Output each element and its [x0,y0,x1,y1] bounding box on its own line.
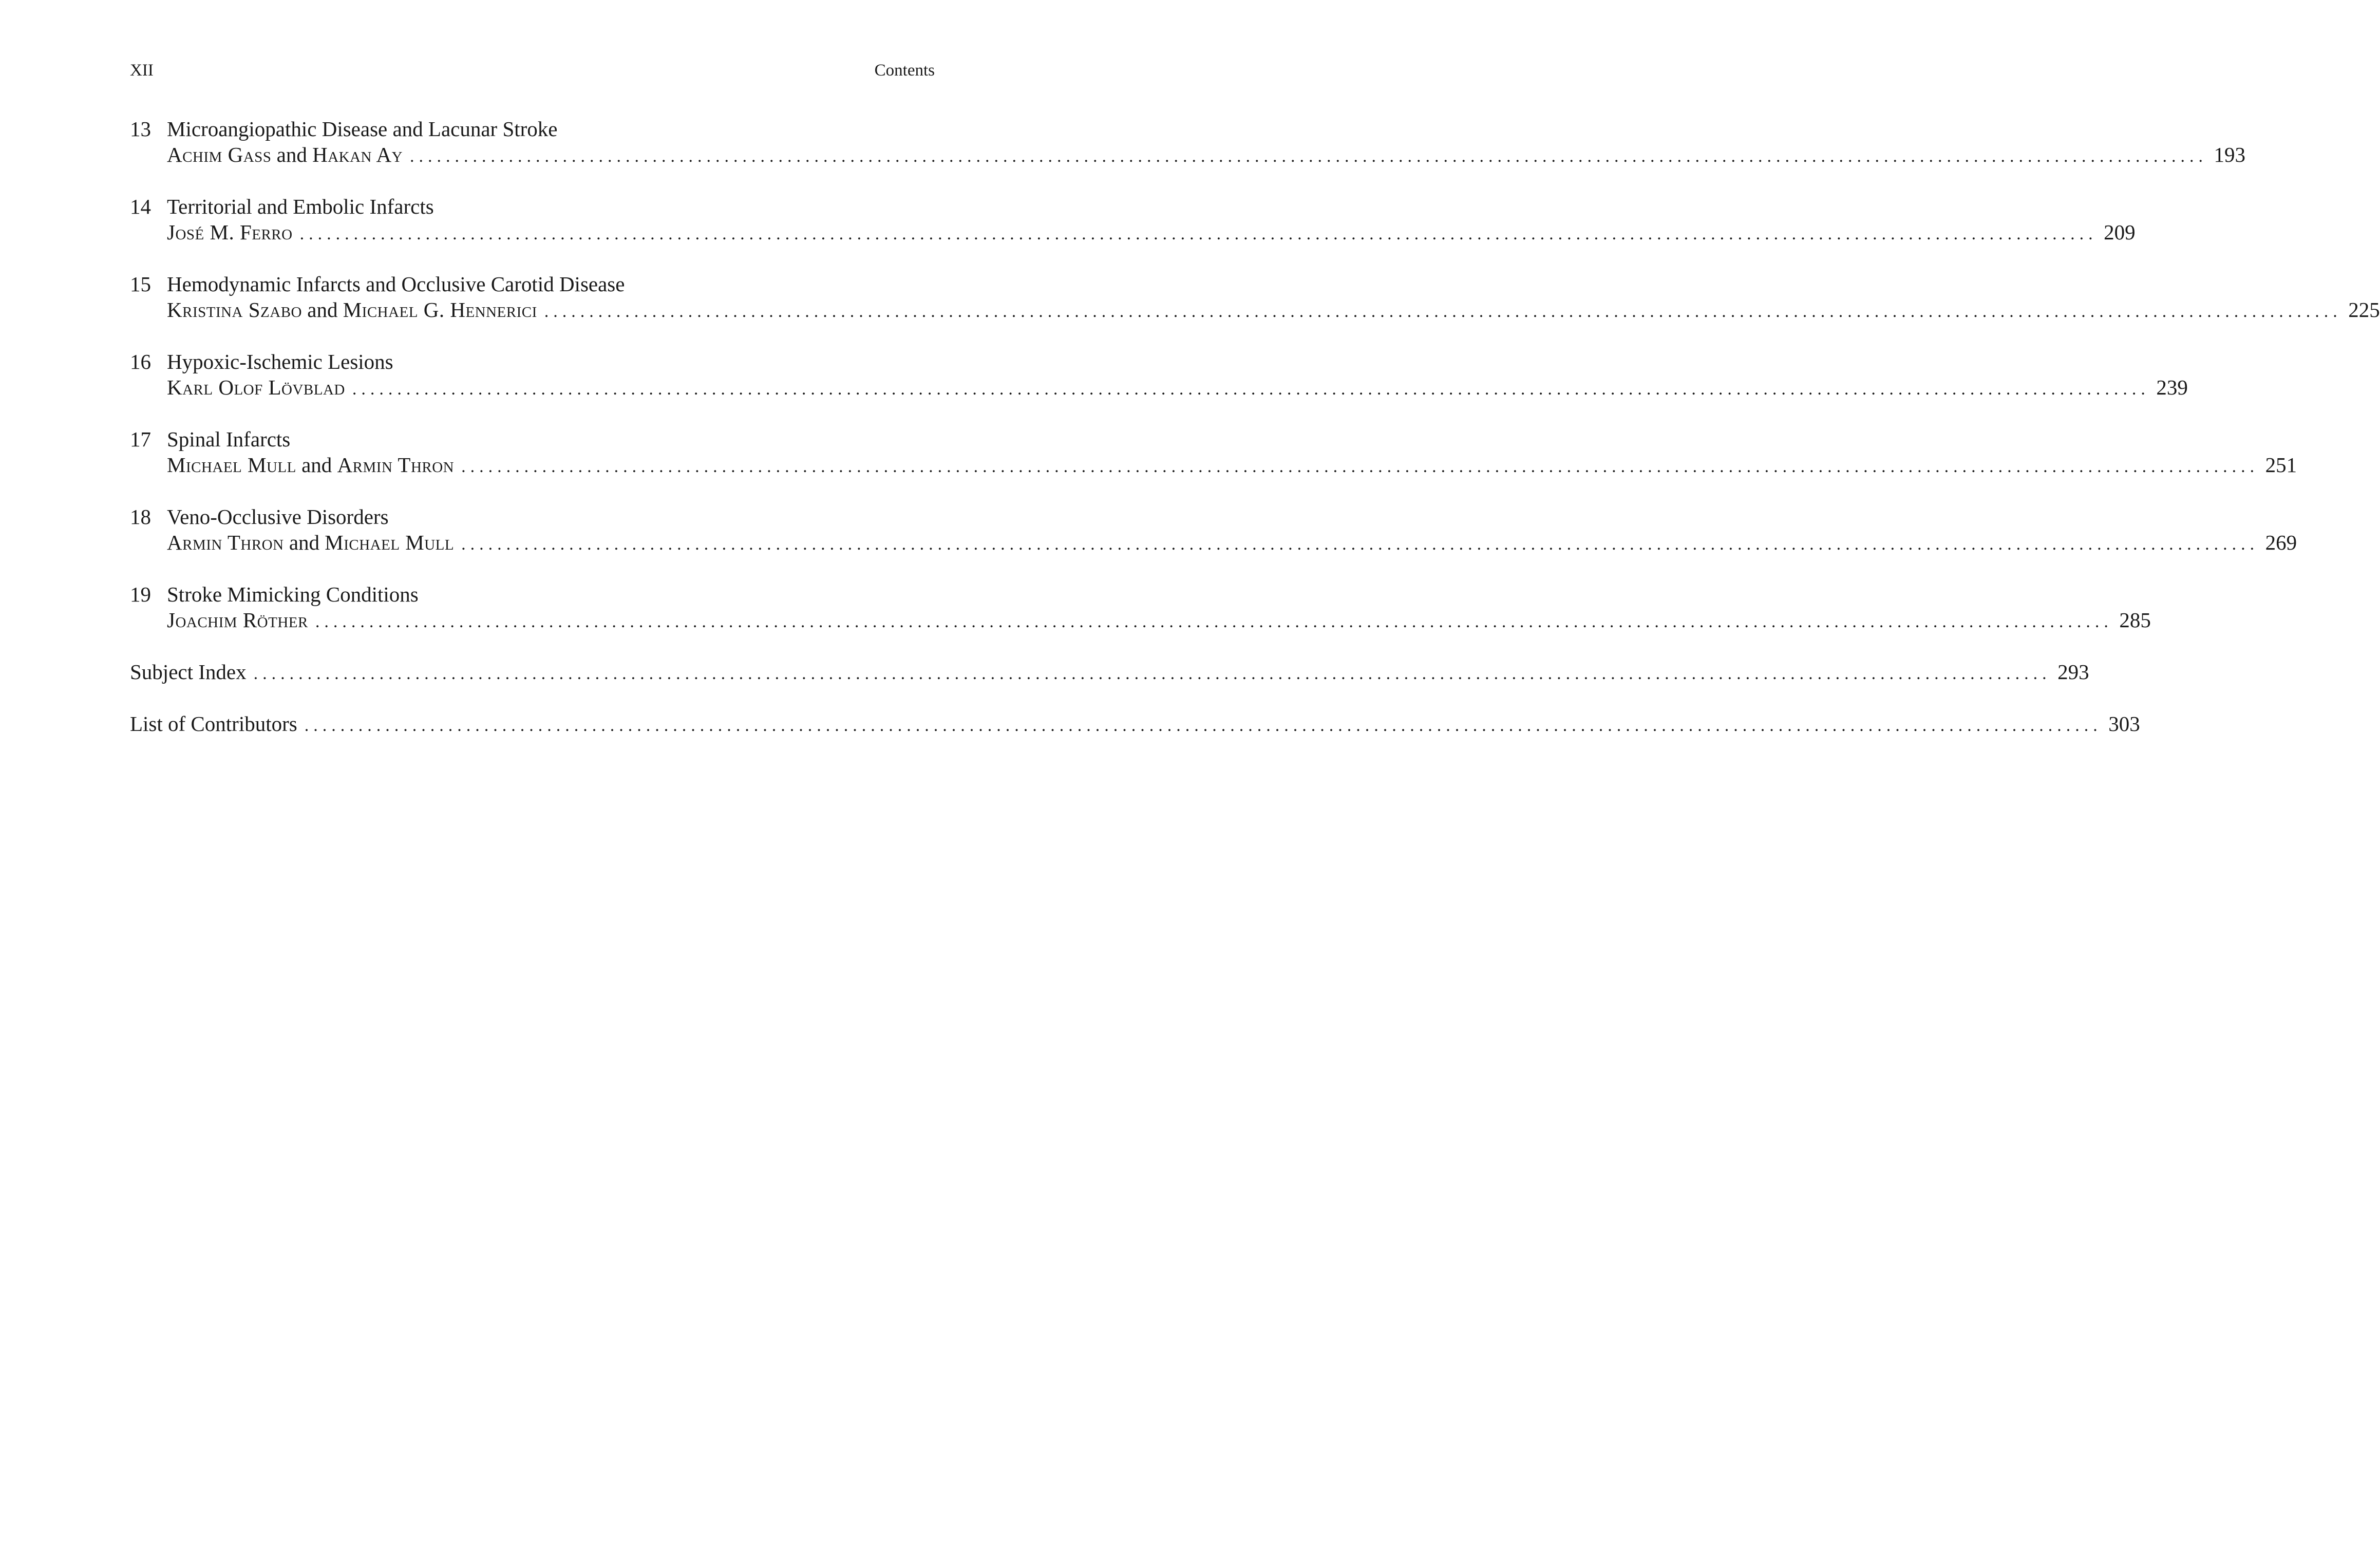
chapter-number: 15 [130,272,151,296]
dot-leader: ........................................................................................................................................................................................................ [410,147,2208,166]
chapter-authors [167,452,454,478]
page-reference: 225 [2348,298,2380,322]
chapter-number: 19 [130,582,151,606]
author-line [167,607,2151,635]
author-line [167,219,2136,247]
running-head [130,58,935,83]
chapter-list [130,116,2380,659]
toc-entry-chapter-16[interactable] [130,349,2188,426]
page-reference: 285 [2119,608,2151,632]
author-line [167,452,2297,480]
chapter-number: 17 [130,427,151,451]
page-reference: 209 [2104,220,2136,244]
chapter-title: Hemodynamic Infarcts and Occlusive Carotid Disease [167,272,625,296]
chapter-title: Stroke Mimicking Conditions [167,582,419,606]
dot-leader: ........................................................................................................................................................................................................ [253,664,2051,683]
author-name: José M. Ferro [167,220,293,244]
author-line [167,142,2246,170]
dot-leader: ........................................................................................................................................................................................................ [315,612,2113,631]
author-name: Michael G. Hennerici [343,298,537,322]
page-reference: 269 [2265,531,2297,554]
page-reference: 239 [2156,375,2188,399]
toc-entry-chapter-15[interactable] [130,271,2380,349]
chapter-title: Territorial and Embolic Infarcts [167,195,434,218]
chapter-authors [167,530,454,555]
dot-leader: ........................................................................................................................................................................................................ [352,380,2150,399]
chapter-number: 14 [130,195,151,218]
dot-leader: ........................................................................................................................................................................................................ [461,535,2259,554]
chapter-authors [167,607,308,633]
chapter-authors [167,219,293,245]
dot-leader: ........................................................................................................................................................................................................ [544,302,2342,321]
chapter-authors [167,142,403,167]
chapter-title: Hypoxic-Ischemic Lesions [167,350,393,373]
chapter-authors [167,297,537,323]
author-name: Joachim Röther [167,608,308,632]
chapter-title: Veno-Occlusive Disorders [167,505,389,529]
chapter-number: 18 [130,505,151,529]
back-matter-title: Subject Index [130,660,247,684]
back-matter-list [130,659,2140,763]
author-name: Michael Mull [325,531,455,554]
author-name: Armin Thron [337,453,455,477]
dot-leader: ........................................................................................................................................................................................................ [461,457,2259,476]
author-conjunction: and [302,298,343,322]
page-number-roman: XII [130,61,154,80]
chapter-authors [167,374,345,400]
author-line [167,374,2188,402]
toc-entry-chapter-19[interactable] [130,581,2151,659]
dot-leader: ........................................................................................................................................................................................................ [304,716,2102,735]
page-reference: 303 [2108,712,2140,736]
chapter-number: 13 [130,117,151,141]
author-conjunction: and [284,531,325,554]
author-conjunction: and [271,143,313,166]
back-matter-line [130,659,2089,687]
toc-entry-back-matter[interactable] [130,711,2140,763]
toc-entry-chapter-18[interactable] [130,504,2297,581]
back-matter-title: List of Contributors [130,712,297,736]
chapter-number: 16 [130,350,151,373]
table-of-contents [130,116,2380,763]
author-conjunction: and [296,453,337,477]
toc-entry-chapter-17[interactable] [130,426,2297,504]
page-reference: 193 [2214,143,2246,166]
author-name: Karl Olof Lövblad [167,375,345,399]
toc-entry-chapter-13[interactable] [130,116,2246,194]
chapter-title: Spinal Infarcts [167,427,291,451]
toc-entry-back-matter[interactable] [130,659,2089,711]
author-name: Hakan Ay [312,143,403,166]
author-name: Achim Gass [167,143,272,166]
toc-entry-chapter-14[interactable] [130,194,2136,271]
author-name: Armin Thron [167,531,284,554]
author-line [167,530,2297,557]
author-name: Michael Mull [167,453,296,477]
author-line [167,297,2380,325]
page-reference: 293 [2057,660,2089,684]
running-title: Contents [874,61,935,80]
page-reference: 251 [2265,453,2297,477]
author-name: Kristina Szabo [167,298,302,322]
chapter-title: Microangiopathic Disease and Lacunar Stroke [167,117,558,141]
dot-leader: ........................................................................................................................................................................................................ [299,224,2098,243]
back-matter-line [130,711,2140,739]
